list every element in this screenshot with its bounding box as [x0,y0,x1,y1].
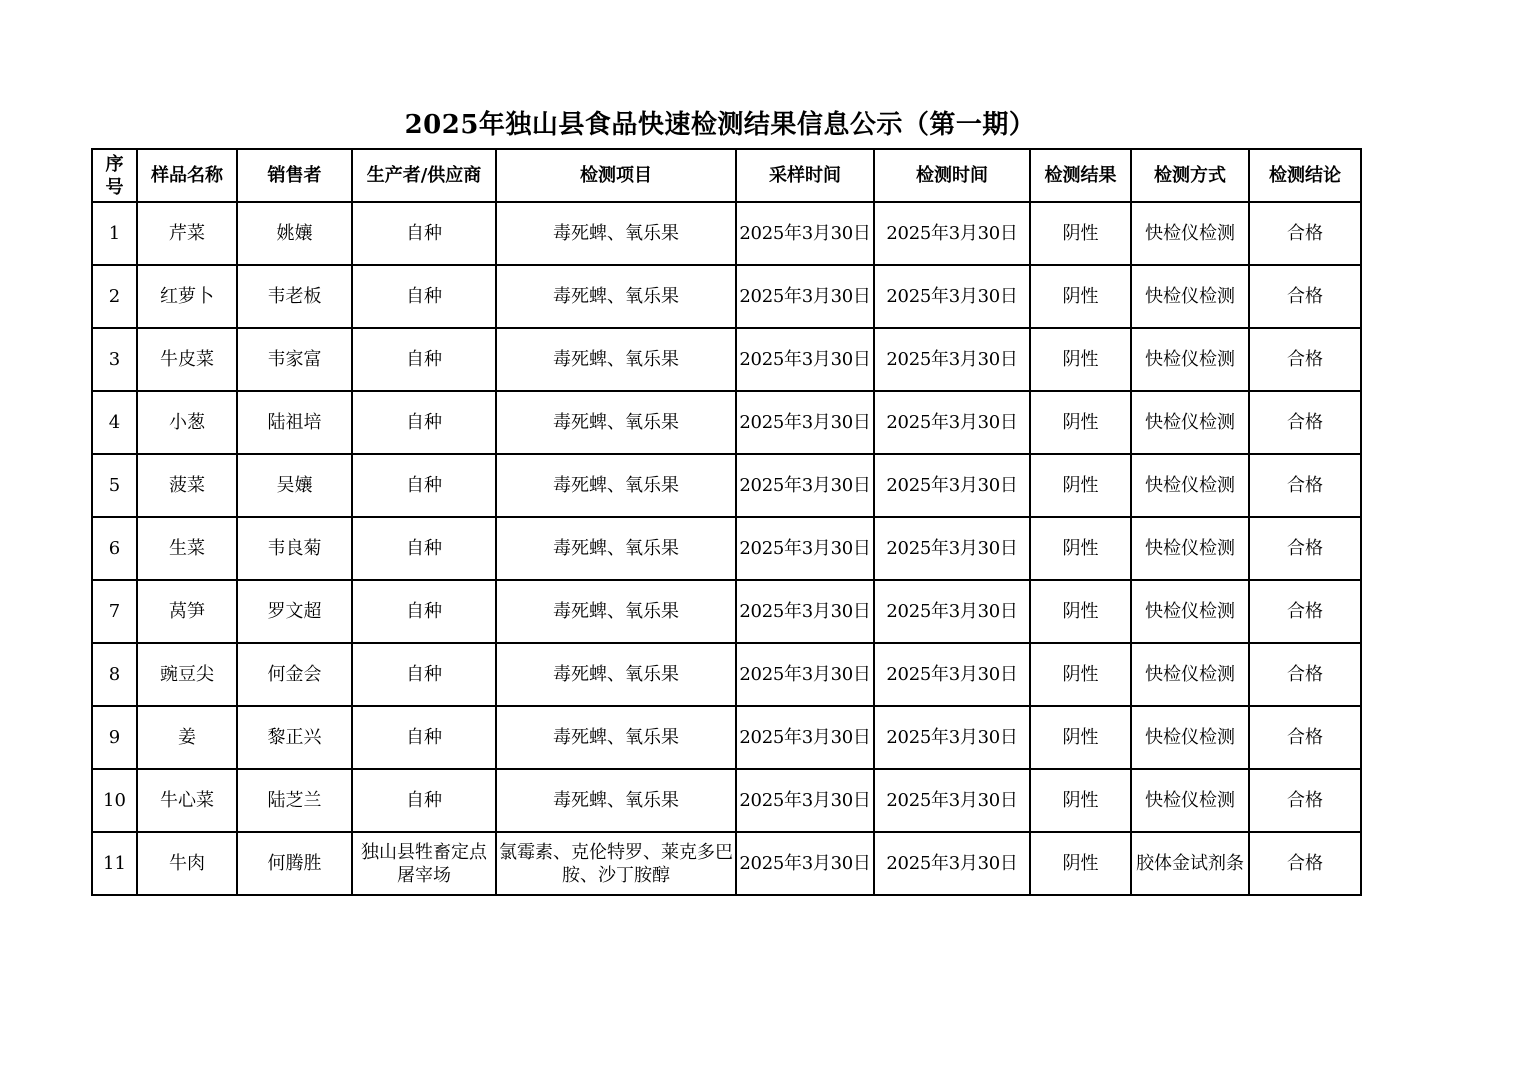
cell-index: 10 [92,769,137,832]
cell-test-result: 阴性 [1030,265,1131,328]
cell-test-items: 毒死蜱、氧乐果 [496,391,736,454]
cell-test-time: 2025年3月30日 [874,706,1030,769]
table-row [92,454,1361,517]
cell-test-time: 2025年3月30日 [874,832,1030,895]
cell-index: 1 [92,202,137,265]
header-index: 序号 [92,149,137,202]
cell-seller: 何金会 [237,643,352,706]
table-row [92,832,1361,895]
cell-seller: 韦良菊 [237,517,352,580]
cell-test-items: 毒死蜱、氧乐果 [496,580,736,643]
cell-test-result: 阴性 [1030,580,1131,643]
cell-producer: 自种 [352,580,496,643]
cell-test-result: 阴性 [1030,643,1131,706]
cell-test-result: 阴性 [1030,769,1131,832]
cell-test-items: 毒死蜱、氧乐果 [496,202,736,265]
header-producer: 生产者/供应商 [352,149,496,202]
table-row [92,202,1361,265]
cell-sample-name: 牛肉 [137,832,237,895]
table-row [92,643,1361,706]
cell-test-time: 2025年3月30日 [874,202,1030,265]
cell-sample-name: 牛皮菜 [137,328,237,391]
cell-test-result: 阴性 [1030,832,1131,895]
cell-test-method: 快检仪检测 [1131,580,1249,643]
cell-sample-name: 红萝卜 [137,265,237,328]
cell-sampling-time: 2025年3月30日 [736,706,874,769]
cell-sampling-time: 2025年3月30日 [736,328,874,391]
cell-index: 5 [92,454,137,517]
cell-sampling-time: 2025年3月30日 [736,391,874,454]
cell-index: 6 [92,517,137,580]
cell-seller: 吴孃 [237,454,352,517]
header-seller: 销售者 [237,149,352,202]
cell-seller: 陆祖培 [237,391,352,454]
header-test-method: 检测方式 [1131,149,1249,202]
cell-test-result: 阴性 [1030,202,1131,265]
table-header-row [92,149,1361,202]
cell-test-method: 快检仪检测 [1131,454,1249,517]
page-title: 2025年独山县食品快速检测结果信息公示（第一期） [404,110,1036,140]
header-test-time: 检测时间 [874,149,1030,202]
cell-seller: 黎正兴 [237,706,352,769]
cell-test-time: 2025年3月30日 [874,265,1030,328]
cell-sample-name: 生菜 [137,517,237,580]
cell-sampling-time: 2025年3月30日 [736,832,874,895]
cell-sample-name: 菠菜 [137,454,237,517]
cell-conclusion: 合格 [1249,769,1361,832]
table-row [92,391,1361,454]
cell-conclusion: 合格 [1249,832,1361,895]
table-row [92,706,1361,769]
cell-seller: 陆芝兰 [237,769,352,832]
cell-sample-name: 姜 [137,706,237,769]
results-table [91,148,1362,896]
cell-conclusion: 合格 [1249,517,1361,580]
cell-index: 3 [92,328,137,391]
cell-test-method: 快检仪检测 [1131,643,1249,706]
header-sample-name: 样品名称 [137,149,237,202]
cell-test-items: 毒死蜱、氧乐果 [496,706,736,769]
cell-test-method: 快检仪检测 [1131,706,1249,769]
cell-producer: 自种 [352,328,496,391]
cell-seller: 罗文超 [237,580,352,643]
cell-conclusion: 合格 [1249,265,1361,328]
cell-seller: 韦家富 [237,328,352,391]
header-conclusion: 检测结论 [1249,149,1361,202]
cell-test-time: 2025年3月30日 [874,517,1030,580]
cell-sampling-time: 2025年3月30日 [736,202,874,265]
table-row [92,328,1361,391]
cell-sample-name: 莴笋 [137,580,237,643]
cell-seller: 何腾胜 [237,832,352,895]
cell-seller: 姚孃 [237,202,352,265]
cell-test-items: 毒死蜱、氧乐果 [496,265,736,328]
cell-test-time: 2025年3月30日 [874,769,1030,832]
cell-test-method: 快检仪检测 [1131,517,1249,580]
cell-test-time: 2025年3月30日 [874,580,1030,643]
cell-index: 8 [92,643,137,706]
cell-test-method: 快检仪检测 [1131,328,1249,391]
cell-sample-name: 芹菜 [137,202,237,265]
cell-sample-name: 豌豆尖 [137,643,237,706]
header-test-result: 检测结果 [1030,149,1131,202]
cell-index: 2 [92,265,137,328]
cell-test-result: 阴性 [1030,454,1131,517]
cell-test-result: 阴性 [1030,391,1131,454]
cell-test-items: 毒死蜱、氧乐果 [496,328,736,391]
cell-producer: 自种 [352,706,496,769]
cell-test-result: 阴性 [1030,706,1131,769]
cell-test-result: 阴性 [1030,517,1131,580]
cell-conclusion: 合格 [1249,202,1361,265]
cell-test-method: 胶体金试剂条 [1131,832,1249,895]
cell-producer: 自种 [352,517,496,580]
cell-sampling-time: 2025年3月30日 [736,517,874,580]
cell-test-items: 毒死蜱、氧乐果 [496,643,736,706]
cell-test-time: 2025年3月30日 [874,454,1030,517]
cell-test-time: 2025年3月30日 [874,328,1030,391]
cell-index: 4 [92,391,137,454]
cell-sampling-time: 2025年3月30日 [736,454,874,517]
cell-sampling-time: 2025年3月30日 [736,643,874,706]
cell-producer: 自种 [352,265,496,328]
cell-test-items: 毒死蜱、氧乐果 [496,454,736,517]
cell-conclusion: 合格 [1249,643,1361,706]
cell-producer: 自种 [352,454,496,517]
cell-test-items: 氯霉素、克伦特罗、莱克多巴胺、沙丁胺醇 [496,832,736,895]
cell-producer: 独山县牲畜定点屠宰场 [352,832,496,895]
cell-producer: 自种 [352,391,496,454]
table-row [92,265,1361,328]
cell-test-method: 快检仪检测 [1131,202,1249,265]
cell-index: 11 [92,832,137,895]
cell-sampling-time: 2025年3月30日 [736,265,874,328]
cell-test-time: 2025年3月30日 [874,643,1030,706]
cell-seller: 韦老板 [237,265,352,328]
cell-sample-name: 小葱 [137,391,237,454]
cell-conclusion: 合格 [1249,706,1361,769]
cell-conclusion: 合格 [1249,391,1361,454]
header-sampling-time: 采样时间 [736,149,874,202]
cell-producer: 自种 [352,769,496,832]
table-row [92,769,1361,832]
header-test-items: 检测项目 [496,149,736,202]
cell-sampling-time: 2025年3月30日 [736,769,874,832]
cell-index: 7 [92,580,137,643]
table-body [92,202,1361,895]
cell-producer: 自种 [352,202,496,265]
table-row [92,580,1361,643]
cell-test-items: 毒死蜱、氧乐果 [496,769,736,832]
cell-conclusion: 合格 [1249,454,1361,517]
table-row [92,517,1361,580]
cell-conclusion: 合格 [1249,328,1361,391]
cell-test-method: 快检仪检测 [1131,769,1249,832]
cell-index: 9 [92,706,137,769]
cell-producer: 自种 [352,643,496,706]
cell-test-method: 快检仪检测 [1131,391,1249,454]
cell-test-time: 2025年3月30日 [874,391,1030,454]
cell-test-items: 毒死蜱、氧乐果 [496,517,736,580]
cell-test-result: 阴性 [1030,328,1131,391]
cell-conclusion: 合格 [1249,580,1361,643]
cell-sampling-time: 2025年3月30日 [736,580,874,643]
cell-test-method: 快检仪检测 [1131,265,1249,328]
cell-sample-name: 牛心菜 [137,769,237,832]
